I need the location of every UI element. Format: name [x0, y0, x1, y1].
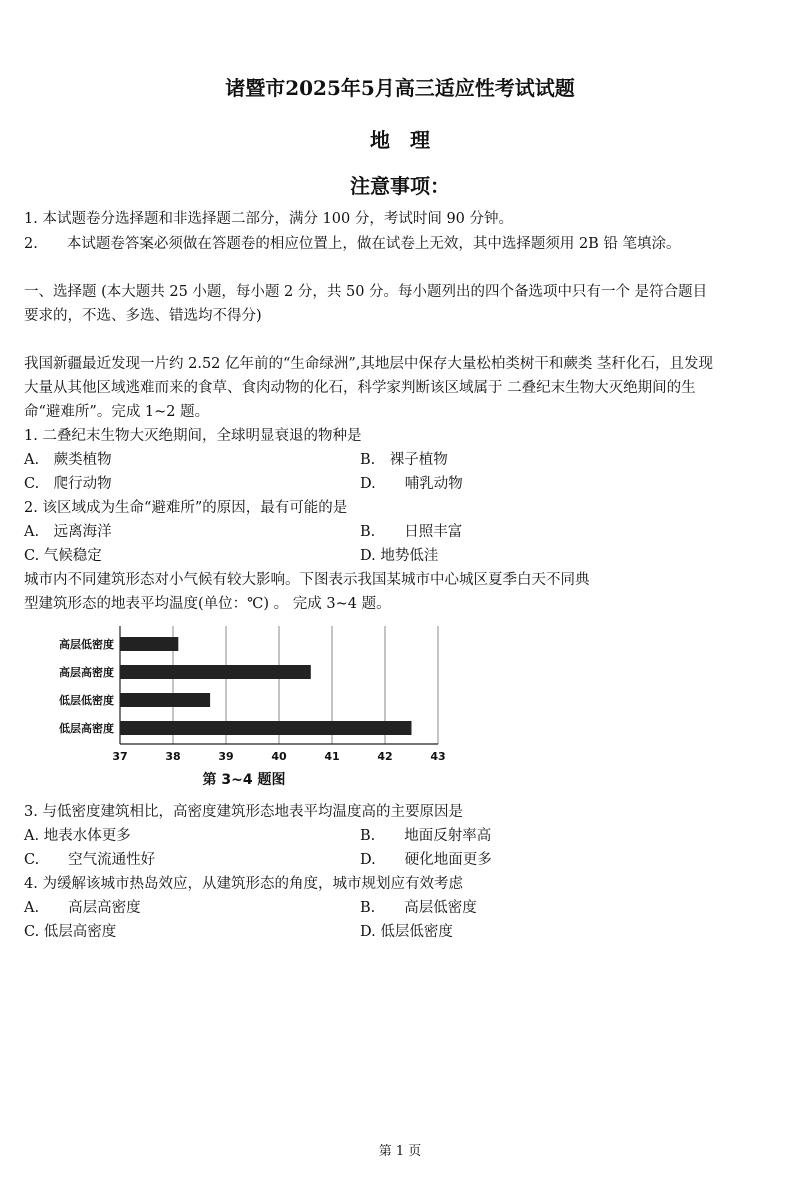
notice-title: 注意事项：	[350, 174, 450, 198]
exam-title: 诸暨市2025年5月高三适应性考试试题	[225, 76, 575, 100]
section-heading-line-2: 要求的，不选、多选、错选均不得分)	[24, 308, 262, 324]
bar-1	[120, 637, 178, 651]
category-label: 高层高密度	[59, 666, 114, 679]
question-1-option-c: C. 爬行动物	[24, 476, 112, 492]
tick-label: 41	[324, 750, 340, 763]
subject-title: 地 理	[370, 128, 430, 152]
chart-caption: 第 3~4 题图	[202, 772, 286, 788]
tick-label: 43	[430, 750, 446, 763]
bar-2	[120, 665, 311, 679]
category-label: 低层高密度	[59, 722, 114, 735]
passage1-line-1: 我国新疆最近发现一片约 2.52 亿年前的“生命绿洲”,其地层中保存大量松柏类树干和蕨类 茎秆化石，且发现	[24, 356, 714, 372]
category-label: 高层低密度	[59, 638, 114, 651]
bar-3	[120, 693, 210, 707]
passage1-line-2: 大量从其他区域逃难而来的食草、食肉动物的化石，科学家判断该区域属于 二叠纪末生物大灭绝期间的生	[24, 380, 696, 396]
question-1-stem: 1. 二叠纪末生物大灭绝期间，全球明显衰退的物种是	[24, 428, 362, 444]
question-3-stem: 3. 与低密度建筑相比，高密度建筑形态地表平均温度高的主要原因是	[24, 804, 463, 820]
passage2-line-1: 城市内不同建筑形态对小气候有较大影响。下图表示我国某城市中心城区夏季白天不同典	[24, 572, 590, 588]
question-3-option-b: B. 地面反射率高	[360, 828, 492, 844]
question-3-option-a: A. 地表水体更多	[24, 828, 131, 844]
question-2-option-d: D. 地势低洼	[360, 548, 439, 564]
question-2-option-a: A. 远离海洋	[24, 524, 112, 540]
tick-label: 37	[112, 750, 128, 763]
tick-label: 40	[271, 750, 287, 763]
question-4-option-a: A. 高层高密度	[24, 900, 141, 916]
question-4-option-b: B. 高层低密度	[360, 900, 477, 916]
section-heading-line-1: 一、选择题 (本大题共 25 小题，每小题 2 分，共 50 分。每小题列出的四个备选项中只有一个 是符合题目	[24, 284, 708, 300]
question-2-stem: 2. 该区域成为生命“避难所”的原因，最有可能的是	[24, 500, 348, 516]
question-4-option-d: D. 低层低密度	[360, 924, 453, 940]
question-4-stem: 4. 为缓解该城市热岛效应，从建筑形态的角度，城市规划应有效考虑	[24, 876, 463, 892]
passage2-line-2: 型建筑形态的地表平均温度(单位：℃) 。 完成 3~4 题。	[24, 596, 391, 612]
category-label: 低层低密度	[59, 694, 114, 707]
notice-line-1: 1. 本试题卷分选择题和非选择题二部分，满分 100 分，考试时间 90 分钟。	[24, 211, 514, 227]
tick-label: 39	[218, 750, 234, 763]
bar-4	[120, 721, 412, 735]
question-1-option-d: D. 哺乳动物	[360, 476, 463, 492]
passage1-line-3: 命“避难所”。完成 1~2 题。	[24, 404, 210, 420]
question-1-option-b: B. 裸子植物	[360, 452, 448, 468]
temperature-bar-chart	[40, 622, 460, 792]
question-3-option-c: C. 空气流通性好	[24, 852, 156, 868]
question-4-option-c: C. 低层高密度	[24, 924, 117, 940]
tick-label: 38	[165, 750, 181, 763]
question-1-option-a: A. 蕨类植物	[24, 452, 112, 468]
question-3-option-d: D. 硬化地面更多	[360, 852, 492, 868]
page-number: 第 1 页	[378, 1144, 422, 1159]
question-2-option-c: C. 气候稳定	[24, 548, 102, 564]
tick-label: 42	[377, 750, 393, 763]
notice-line-2: 2. 本试题卷答案必须做在答题卷的相应位置上，做在试卷上无效，其中选择题须用 2B 铅 笔填涂。	[24, 236, 681, 252]
question-2-option-b: B. 日照丰富	[360, 524, 463, 540]
